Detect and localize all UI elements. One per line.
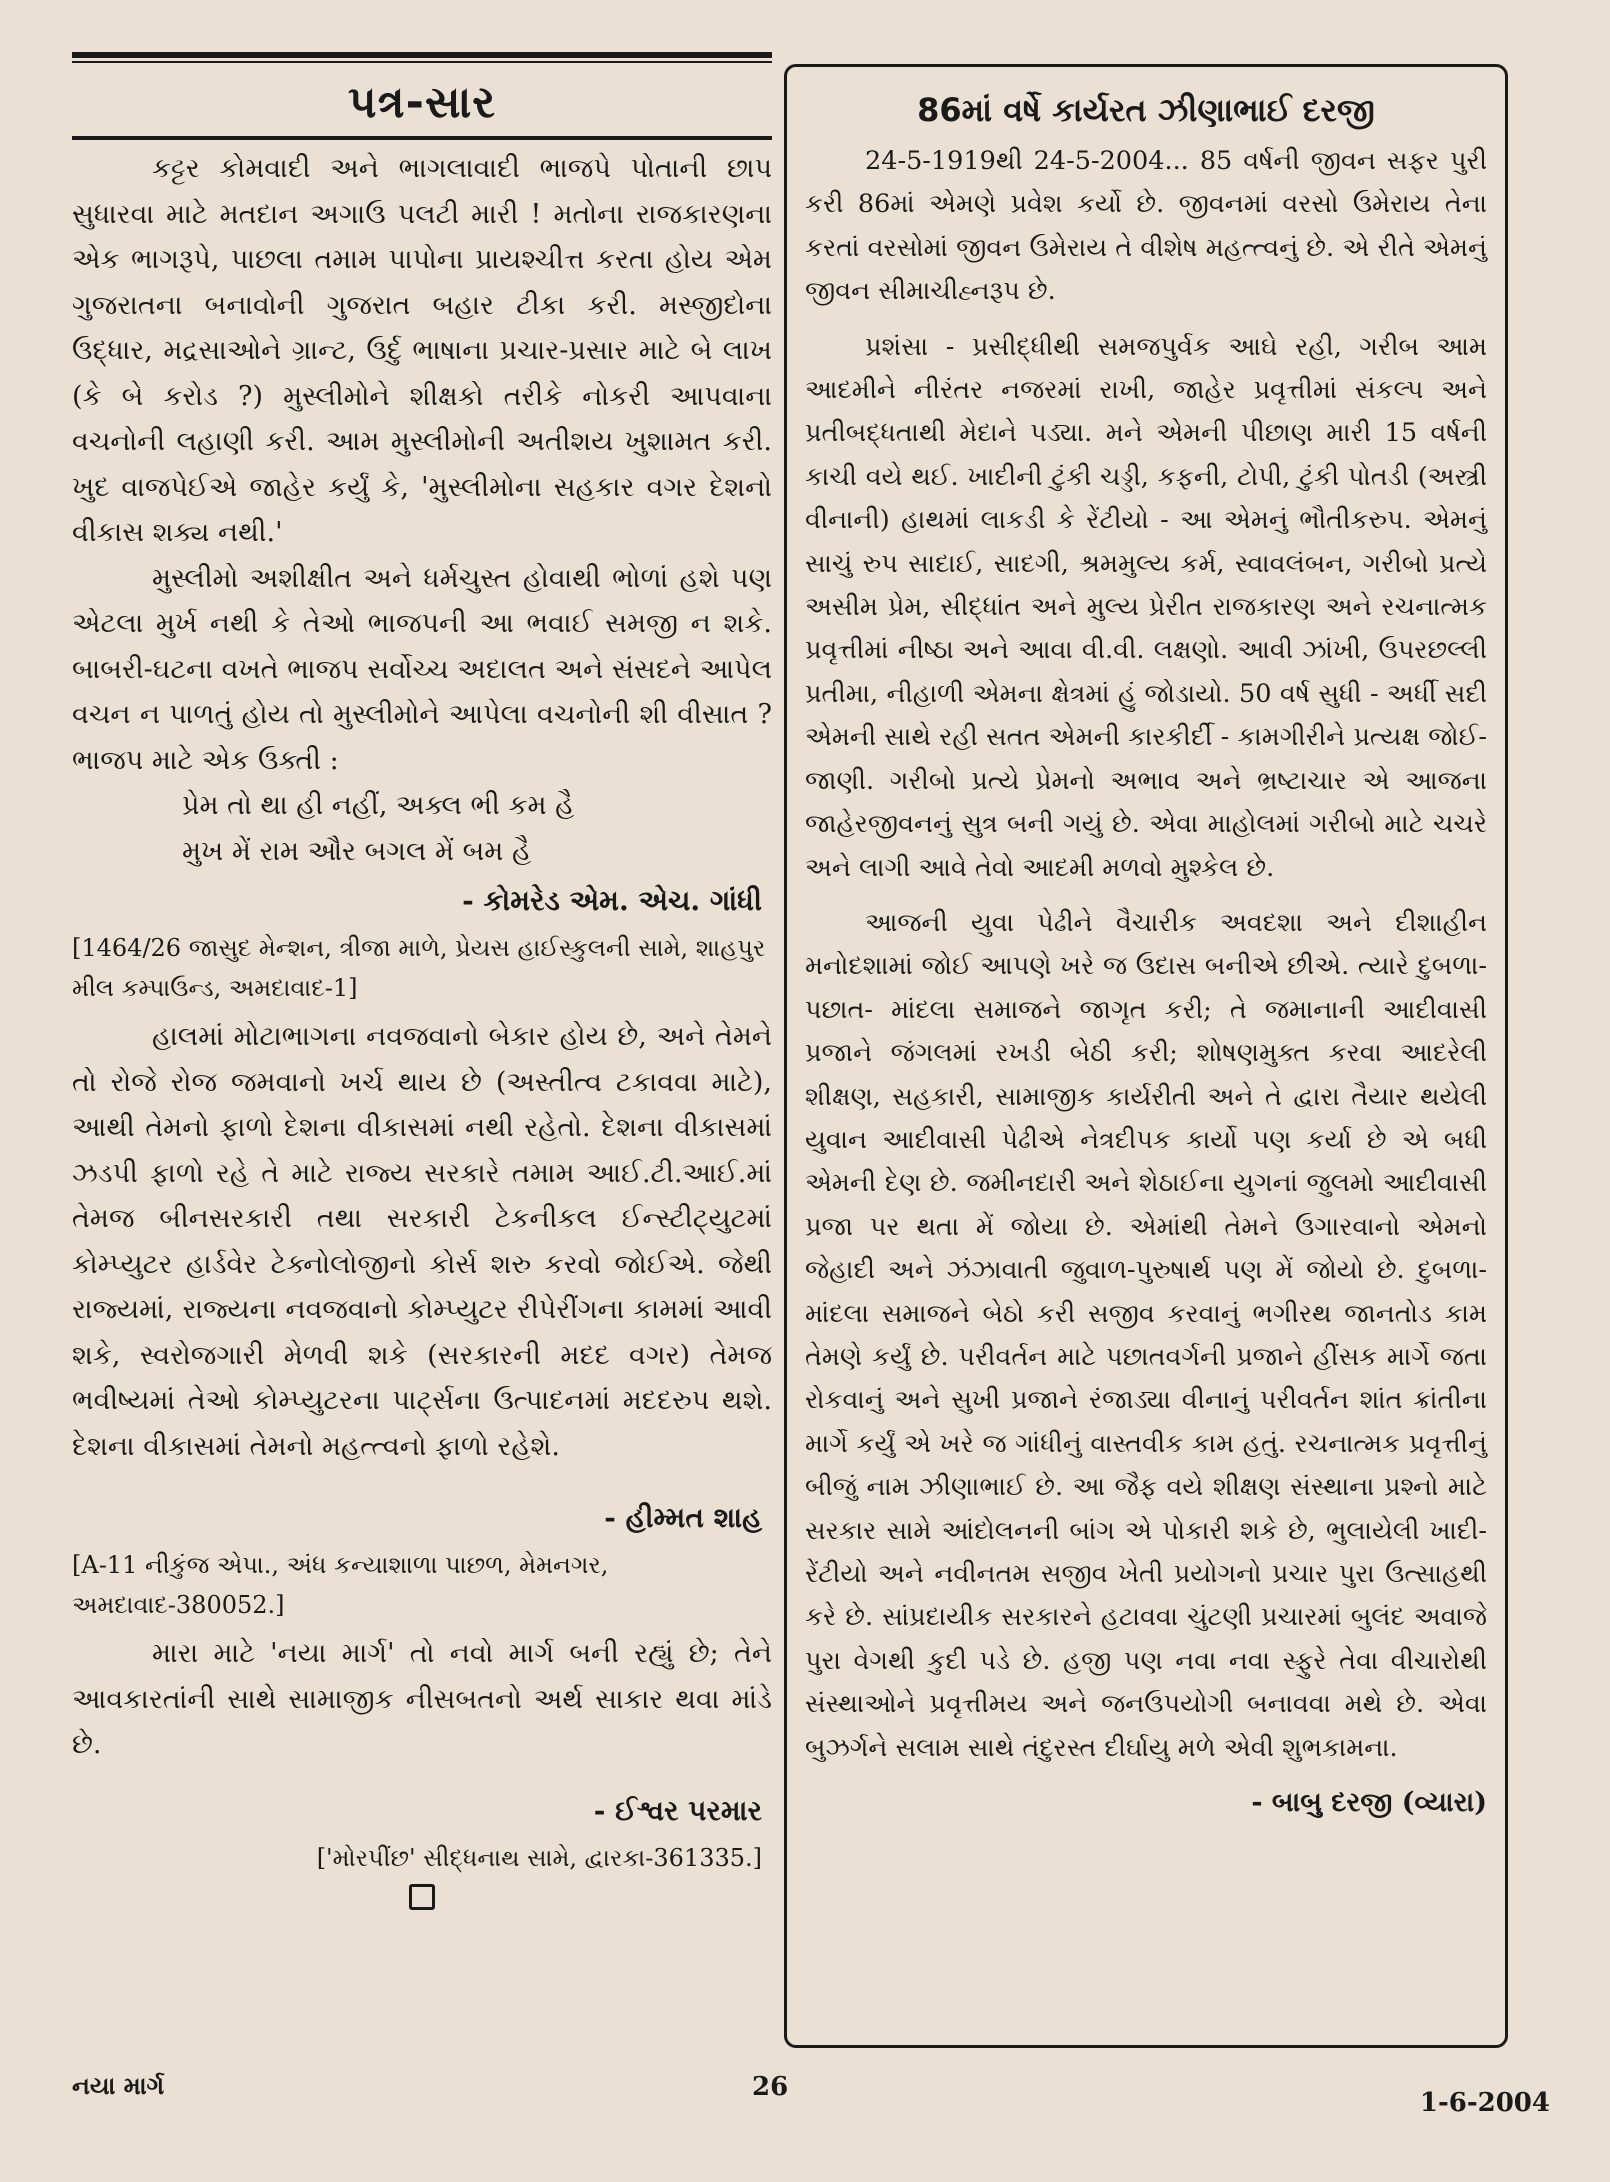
page-footer bbox=[72, 2072, 1550, 2132]
page-number: 26 bbox=[752, 2072, 789, 2102]
top-rule bbox=[72, 52, 772, 58]
article-signature: - બાબુ દરજી (વ્યારા) bbox=[1251, 1787, 1487, 1819]
letters-section-title: પત્ર-સાર bbox=[347, 77, 497, 128]
letter-2-signature: - હીમ્મત શાહ bbox=[604, 1501, 762, 1534]
article-paragraph-2: પ્રશંસા - પ્રસીદ્ધીથી સમજપુર્વક આઘે રહી, ગરીબ આમ આદમીને નીરંતર નજરમાં રાખી, જાહેર પ્રવૃત્તીમાં સંકલ્પ અને પ્રતીબદ્ધતાથી મેદાને પડ્યા. મને એમની પીછાણ મારી 15 વર્ષની કાચી વયે થઈ. ખાદીની ટુંકી ચડ્ડી, કફની, ટોપી, ટુંકી પોતડી (અસ્ત્રી વીનાની) હાથમાં લાકડી કે રેંટીયો - આ એમનું ભૌતીકરુપ. એમનું સાચું રુપ સાદાઈ, સાદગી, શ્રમમુલ્ય કર્મ, સ્વાવલંબન, ગરીબો પ્રત્યે અસીમ પ્રેમ, સીદ્ધાંત અને મુલ્ય પ્રેરીત રાજકારણ અને રચનાત્મક પ્રવૃત્તીમાં નીષ્ઠા અને આવા વી.વી. લક્ષણો. આવી ઝાંખી, ઉપરછલ્લી પ્રતીમા, નીહાળી એમના ક્ષેત્રમાં હું જોડાયો. 50 વર્ષ સુધી - અર્ધી સદી એમની સાથે રહી સતત એમની કારકીર્દી - કામગીરીને પ્રત્યક્ષ જોઈ-જાણી. ગરીબો પ્રત્યે પ્રેમનો અભાવ અને ભ્રષ્ટાચાર એ આજના જાહેરજીવનનું સુત્ર બની ગયું છે. એવા માહોલમાં ગરીબો માટે ચચરે અને લાગી આવે તેવો આદમી મળવો મુશ્કેલ છે. bbox=[805, 331, 1487, 883]
letters-column bbox=[72, 52, 772, 1910]
end-of-section-box-icon bbox=[409, 1884, 435, 1910]
letter-1-paragraph-2: મુસ્લીમો અશીક્ષીત અને ધર્મચુસ્ત હોવાથી ભોળાં હશે પણ એટલા મુર્ખ નથી કે તેઓ ભાજપની આ ભવાઈ સમજી ન શકે. બાબરી-ઘટના વખતે ભાજપ સર્વોચ્ચ અદાલત અને સંસદને આપેલ વચન ન પાળતું હોય તો મુસ્લીમોને આપેલા વચનોની શી વીસાત ? ભાજપ માટે એક ઉક્તી : bbox=[72, 562, 772, 776]
letter-1-verse-line-2: મુખ મેં રામ ઔર બગલ મેં બમ હૈ bbox=[182, 835, 532, 867]
top-rule-thin bbox=[72, 61, 772, 63]
letter-3-signature: - ઈશ્વર પરમાર bbox=[593, 1793, 762, 1827]
title-rule bbox=[72, 136, 772, 140]
letter-2-address: [A-11 નીકુંજ એપા., અંધ કન્યાશાળા પાછળ, મેમનગર, અમદાવાદ-380052.] bbox=[72, 1551, 609, 1619]
letter-1-address: [1464/26 જાસુદ મેન્શન, ત્રીજા માળે, પ્રેયસ હાઈસ્કુલની સામે, શાહપુર મીલ કમ્પાઉન્ડ, અમદાવાદ-1] bbox=[72, 934, 766, 1002]
letter-2-paragraph: હાલમાં મોટાભાગના નવજવાનો બેકાર હોય છે, અને તેમને તો રોજે રોજ જમવાનો ખર્ચ થાય છે (અસ્તીત્વ ટકાવવા માટે), આથી તેમનો ફાળો દેશના વીકાસમાં નથી રહેતો. દેશના વીકાસમાં ઝડપી ફાળો રહે તે માટે રાજ્ય સરકારે તમામ આઈ.ટી.આઈ.માં તેમજ બીનસરકારી તથા સરકારી ટેકનીકલ ઈન્સ્ટીટ્યુટમાં કોમ્પ્યુટર હાર્ડવેર ટેક્નોલોજીનો કોર્સ શરુ કરવો જોઈએ. જેથી રાજ્યમાં, રાજ્યના નવજવાનો કોમ્પ્યુટર રીપેરીંગના કામમાં આવી શકે, સ્વરોજગારી મેળવી શકે (સરકારની મદદ વગર) તેમજ ભવીષ્યમાં તેઓ કોમ્પ્યુટરના પાર્ટ્સના ઉત્પાદનમાં મદદરુપ થશે. દેશના વીકાસમાં તેમનો મહત્ત્વનો ફાળો રહેશે. bbox=[72, 1021, 772, 1462]
issue-date: 1-6-2004 bbox=[1419, 2088, 1550, 2118]
letter-1-signature: - કોમરેડ એમ. એચ. ગાંધી bbox=[462, 884, 762, 917]
tribute-article-box bbox=[784, 64, 1508, 2048]
article-title: 86માં વર્ષે કાર્યરત ઝીણાભાઈ દરજી bbox=[917, 91, 1375, 129]
letter-3-address: ['મોરપીંછ' સીદ્ધનાથ સામે, દ્વારકા-361335.] bbox=[316, 1843, 762, 1872]
article-paragraph-1: 24-5-1919થી 24-5-2004... 85 વર્ષની જીવન સફર પુરી કરી 86માં એમણે પ્રવેશ કર્યો છે. જીવનમાં વરસો ઉમેરાય તેના કરતાં વરસોમાં જીવન ઉમેરાય તે વીશેષ મહત્ત્વનું છે. એ રીતે એમનું જીવન સીમાચીહ્નરૂપ છે. bbox=[805, 146, 1487, 307]
article-paragraph-3: આજની યુવા પેઢીને વૈચારીક અવદશા અને દીશાહીન મનોદશામાં જોઈ આપણે ખરે જ ઉદાસ બનીએ છીએ. ત્યારે દુબળા-પછાત- માંદલા સમાજને જાગૃત કરી; તે જમાનાની આદીવાસી પ્રજાને જંગલમાં રખડી બેઠી કરી; શોષણમુક્ત કરવા આદરેલી શીક્ષણ, સહકારી, સામાજીક કાર્યરીતી અને તે દ્વારા તૈયાર થયેલી યુવાન આદીવાસી પેઢીએ નેત્રદીપક કાર્યો પણ કર્યા છે એ બધી એમની દેણ છે. જમીનદારી અને શેઠાઈના યુગનાં જુલમો આદીવાસી પ્રજા પર થતા મેં જોયા છે. એમાંથી તેમને ઉગારવાનો એમનો જેહાદી અને ઝંઝાવાતી જુવાળ-પુરુષાર્થ પણ મેં જોયો છે. દુબળા-માંદલા સમાજને બેઠો કરી સજીવ કરવાનું ભગીરથ જાનતોડ કામ તેમણે કર્યું છે. પરીવર્તન માટે પછાતવર્ગની પ્રજાને હીંસક માર્ગે જતા રોકવાનું અને સુખી પ્રજાને રંજાડ્યા વીનાનું પરીવર્તન શાંત ક્રાંતીના માર્ગે કર્યું એ ખરે જ ગાંધીનું વાસ્તવીક કામ હતું. રચનાત્મક પ્રવૃત્તીનું બીજું નામ ઝીણાભાઈ છે. આ જૈફ વયે શીક્ષણ સંસ્થાના પ્રશ્નો માટે સરકાર સામે આંદોલનની બાંગ એ પોકારી શકે છે, ભુલાયેલી ખાદી-રેંટીયો અને નવીનતમ સજીવ ખેતી પ્રયોગનો પ્રચાર પુરા ઉત્સાહથી કરે છે. સાંપ્રદાયીક સરકારને હટાવવા ચુંટણી પ્રચારમાં બુલંદ અવાજે પુરા વેગથી કુદી પડે છે. હજી પણ નવા નવા સ્ફુરે તેવા વીચારોથી સંસ્થાઓને પ્રવૃત્તીમય અને જનઉપયોગી બનાવવા મથે છે. એવા બુઝર્ગને સલામ સાથે તંદુરસ્ત દીર્ઘાયુ મળે એવી શુભકામના. bbox=[805, 907, 1487, 1763]
letter-1-verse-line-1: પ્રેમ તો થા હી નહીં, અક્લ ભી કમ હૈ bbox=[182, 790, 575, 821]
publication-name: નયા માર્ગ bbox=[72, 2072, 165, 2100]
letter-1-paragraph-1: કટ્ટર કોમવાદી અને ભાગલાવાદી ભાજપે પોતાની છાપ સુધારવા માટે મતદાન અગાઉ પલટી મારી ! મતોના રાજકારણના એક ભાગરૂપે, પાછલા તમામ પાપોના પ્રાયશ્ચીત્ત કરતા હોય એમ ગુજરાતના બનાવોની ગુજરાત બહાર ટીકા કરી. મસ્જીદોના ઉદ્ધાર, મદ્રસાઓને ગ્રાન્ટ, ઉર્દુ ભાષાના પ્રચાર-પ્રસાર માટે બે લાખ (કે બે કરોડ ?) મુસ્લીમોને શીક્ષકો તરીકે નોકરી આપવાના વચનોની લહાણી કરી. આમ મુસ્લીમોની અતીશય ખુશામત કરી. ખુદ વાજપેઈએ જાહેર કર્યું કે, 'મુસ્લીમોના સહકાર વગર દેશનો વીકાસ શક્ય નથી.' bbox=[72, 153, 772, 548]
letter-3-paragraph: મારા માટે 'નયા માર્ગ' તો નવો માર્ગ બની રહ્યું છે; તેને આવકારતાંની સાથે સામાજીક નીસબતનો અર્થ સાકાર થવા માંડે છે. bbox=[72, 1638, 772, 1760]
